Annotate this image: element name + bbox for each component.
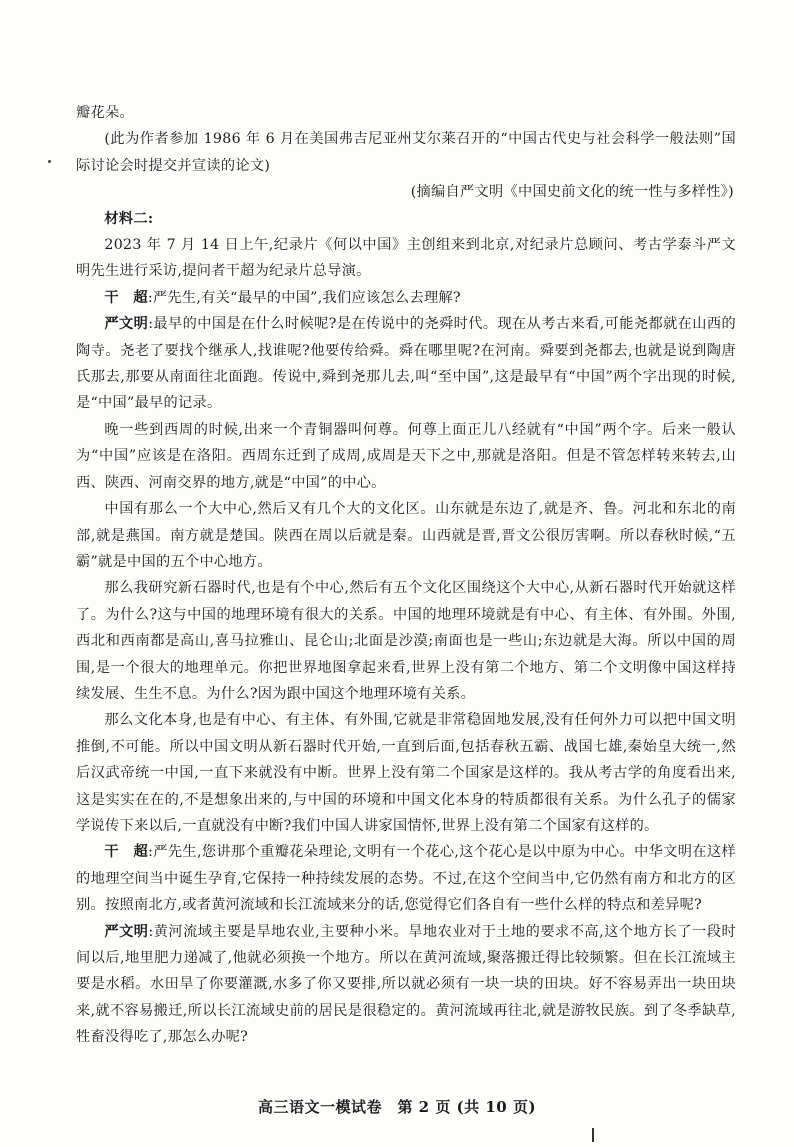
paragraph-body: 中国有那么一个大中心,然后又有几个大的文化区。山东就是东边了,就是齐、鲁。河北和东北的南部,就是燕国。南方就是楚国。陕西在周以后就是秦。山西就是晋,晋文公很厉害啊。所以春秋时候,“五霸”就是中国的五个中心地方。: [76, 501, 736, 570]
dialogue-answer-2: [76, 919, 736, 1051]
dialogue-question-1: [76, 285, 736, 311]
dialogue-text: :最早的中国是在什么时候呢?是在传说中的尧舜时代。现在从考古来看,可能尧都就在山西的陶寺。尧老了要找个继承人,找谁呢?他要传给舜。舜在哪里呢?在河南。舜要到尧都去,也就是说到陶唐氏那去,那要从南面往北面跑。传说中,舜到尧那儿去,叫“至中国”,这是最早有“中国”两个字出现的时候,是“中国”最早的记录。: [76, 316, 736, 412]
document-body: [76, 100, 736, 1051]
speaker-name: 干 超: [104, 289, 148, 306]
speaker-name: 严文明: [104, 923, 149, 940]
dialogue-text: :严先生,您讲那个重瓣花朵理论,文明有一个花心,这个花心是以中原为中心。中华文明在这样的地理空间当中诞生孕育,它保持一种持续发展的态势。不过,在这个空间当中,它仍然有南方和北方的区别。按照南北方,或者黄河流域和长江流域来分的话,您觉得它们各自有一些什么样的特点和差异呢?: [76, 844, 737, 914]
dialogue-question-2: [76, 839, 736, 918]
paragraph-footnote: (此为作者参加 1986 年 6 月在美国弗吉尼亚州艾尔莱召开的“中国古代史与社会科学一般法则”国际讨论会时提交并宣读的论文): [76, 131, 736, 174]
speaker-name: 严文明: [104, 316, 149, 333]
speaker-name: 干 超: [104, 844, 149, 861]
paragraph-body: 那么我研究新石器时代,也是有个中心,然后有五个文化区围绕这个大中心,从新石器时代开始就这样了。为什么?这与中国的地理环境有很大的关系。中国的地理环境就是有中心、有主体、有外围。外围,西北和西南都是高山,喜马拉雅山、昆仑山;北面是沙漠;南面也是一些山;东边就是大海。所以中国的周围,是一个很大的地理单元。你把世界地图拿起来看,世界上没有第二个地方、第二个文明像中国这样持续发展、生生不息。为什么?因为跟中国这个地理环境有关系。: [76, 580, 736, 702]
dialogue-text: :黄河流域主要是旱地农业,主要种小米。旱地农业对于土地的要求不高,这个地方长了一段时间以后,地里肥力递减了,他就必须换一个地方。所以在黄河流域,聚落搬迁得比较频繁。但在长江流域主要是水稻。水田旱了你要灌溉,水多了你又要排,所以就必须有一块一块的田块。好不容易弄出一块田块来,就不容易搬迁,所以长江流域史前的居民是很稳定的。黄河流域再往北,就是游牧民族。到了冬季缺草,牲畜没得吃了,那怎么办呢?: [76, 923, 736, 1046]
paragraph-body: 那么文化本身,也是有中心、有主体、有外围,它就是非常稳固地发展,没有任何外力可以把中国文明推倒,不可能。所以中国文明从新石器时代开始,一直到后面,包括春秋五霸、战国七雄,秦始皇大统一,然后汉武帝统一中国,一直下来就没有中断。世界上没有第二个国家是这样的。我从考古学的角度看出来,这是实实在在的,不是想象出来的,与中国的环境和中国文化本身的特质都很有关系。为什么孔子的儒家学说传下来以后,一直就没有中断?我们中国人讲家国情怀,世界上没有第二个国家有这样的。: [76, 712, 736, 834]
scan-artifact-mark: [592, 1128, 594, 1142]
page-footer: 高三语文一模试卷 第 2 页 (共 10 页): [257, 1098, 537, 1116]
paragraph-continuation: 瓣花朵。: [76, 105, 134, 121]
paragraph-source-citation: (摘编自严文明《中国史前文化的统一性与多样性》): [410, 184, 734, 201]
paragraph-body: 晚一些到西周的时候,出来一个青铜器叫何尊。何尊上面正儿八经就有“中国”两个字。后来一般认为“中国”应该是在洛阳。西周东迁到了成周,成周是天下之中,那就是洛阳。但是不管怎样转来转去,山西、陕西、河南交界的地方,就是“中国”的中心。: [76, 421, 736, 491]
dialogue-text: :严先生,有关“最早的中国”,我们应该怎么去理解?: [147, 289, 461, 306]
scan-artifact-dot: [48, 160, 51, 163]
dialogue-answer-1: [76, 311, 736, 417]
paragraph-intro: 2023 年 7 月 14 日上午,纪录片《何以中国》主创组来到北京,对纪录片总顾问、考古学泰斗严文明先生进行采访,提问者干超为纪录片总导演。: [76, 237, 736, 280]
section-heading-material-two: 材料二:: [104, 210, 154, 227]
